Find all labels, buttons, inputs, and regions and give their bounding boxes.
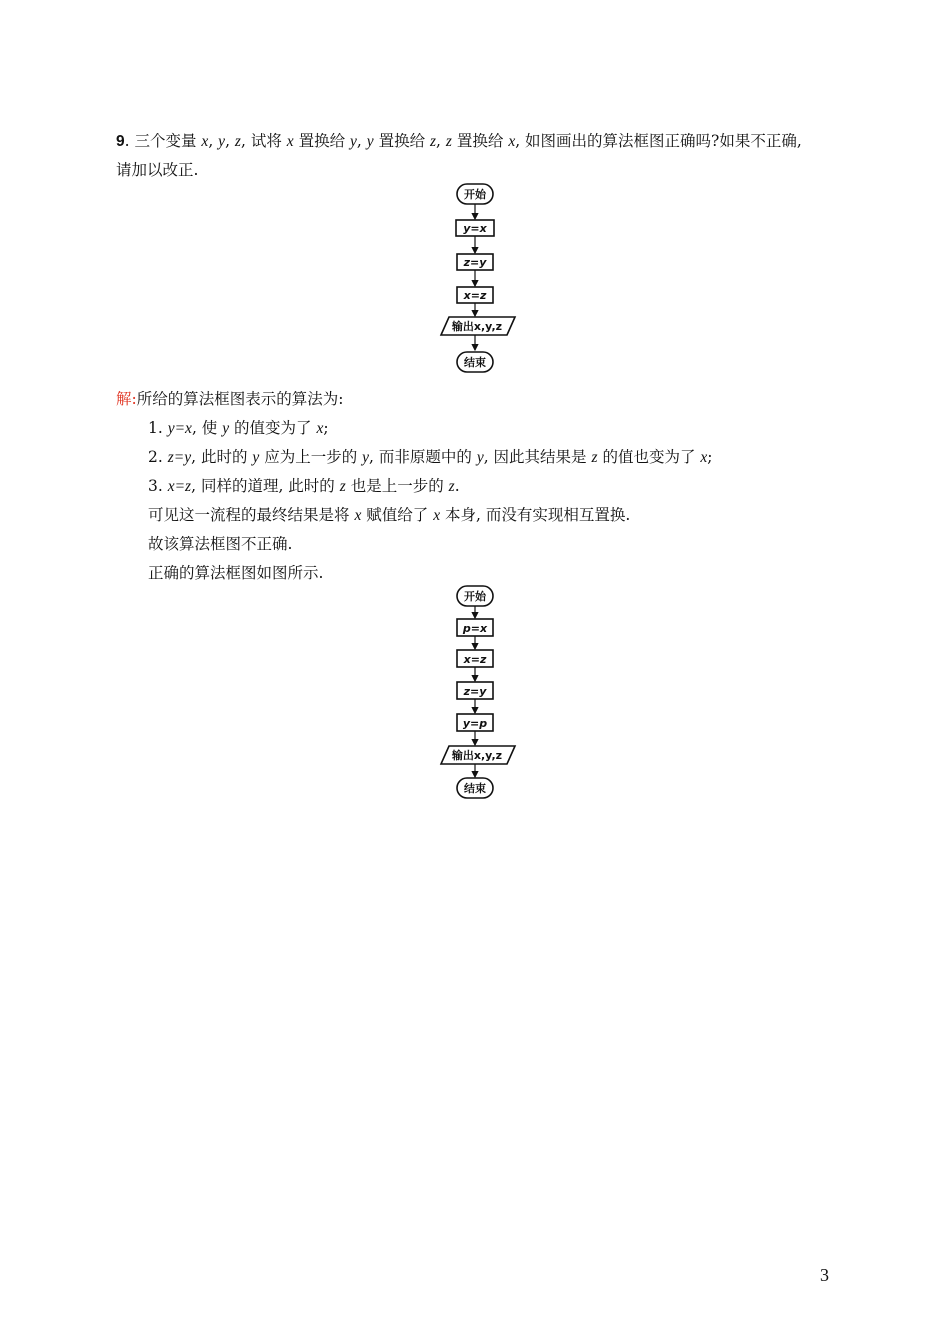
svg-text:输出x,y,z: 输出x,y,z: [451, 749, 503, 762]
flow2-end: [457, 778, 493, 798]
flow2-output: [441, 746, 515, 764]
solution-item-2: 2. z=y, 此时的 y 应为上一步的 y, 而非原题中的 y, 因此其结果是 z 的值也变为了 x;: [148, 448, 713, 466]
flow2-step-3: [457, 682, 493, 699]
question-number: 9: [116, 133, 125, 150]
svg-text:输出x,y,z: 输出x,y,z: [451, 320, 503, 333]
flowchart-corrected: [425, 582, 525, 802]
svg-text:p=x: p=x: [462, 622, 488, 635]
solution-label: 解:: [116, 390, 137, 408]
svg-text:开始: 开始: [464, 590, 486, 603]
flow1-step-2: [457, 254, 493, 270]
flow1-start: [457, 184, 493, 204]
solution-line-6: 正确的算法框图如图所示.: [148, 564, 324, 582]
svg-text:开始: 开始: [464, 188, 486, 201]
svg-text:z=y: z=y: [463, 685, 487, 698]
svg-text:结束: 结束: [464, 356, 486, 369]
svg-text:x=z: x=z: [463, 653, 487, 666]
page-number: 3: [820, 1265, 829, 1285]
flowchart-original: [425, 180, 525, 376]
flow1-output: [441, 317, 515, 335]
question-line-1: 9. 三个变量 x, y, z, 试将 x 置换给 y, y 置换给 z, z 置换给 x, 如图画出的算法框图正确吗?如果不正确,: [116, 132, 802, 150]
question-line-2: 请加以改正.: [116, 161, 199, 179]
flow2-start: [457, 586, 493, 606]
svg-text:y=x: y=x: [463, 222, 487, 235]
svg-text:z=y: z=y: [463, 256, 487, 269]
flow2-step-2: [457, 650, 493, 667]
solution-line-4: 可见这一流程的最终结果是将 x 赋值给了 x 本身, 而没有实现相互置换.: [148, 506, 631, 524]
solution-line-5: 故该算法框图不正确.: [148, 535, 293, 553]
svg-text:结束: 结束: [464, 782, 486, 795]
flow1-end: [457, 352, 493, 372]
flow2-step-1: [457, 619, 493, 636]
solution-item-1: 1. y=x, 使 y 的值变为了 x;: [148, 419, 329, 437]
flow1-step-1: [456, 220, 494, 236]
solution-intro: 解:所给的算法框图表示的算法为:: [116, 390, 344, 408]
svg-text:y=p: y=p: [462, 717, 488, 730]
solution-item-3: 3. x=z, 同样的道理, 此时的 z 也是上一步的 z.: [148, 477, 460, 495]
svg-text:x=z: x=z: [463, 289, 487, 302]
flow2-step-4: [457, 714, 493, 731]
flow1-step-3: [457, 287, 493, 303]
